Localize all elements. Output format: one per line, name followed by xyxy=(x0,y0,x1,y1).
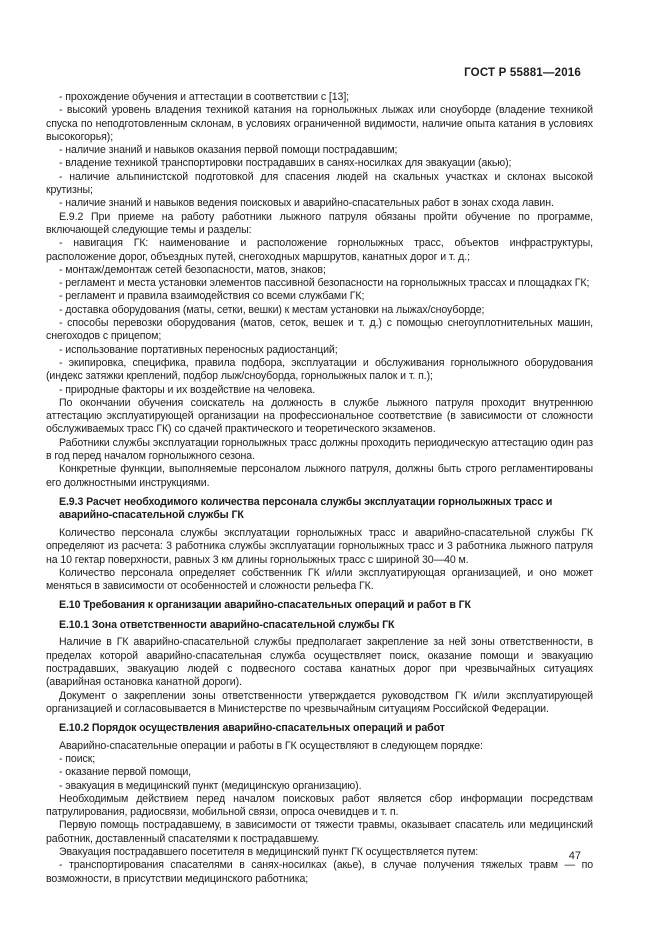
paragraph: Е.9.2 При приеме на работу работники лыжного патруля обязаны пройти обучение по программе, включающей следующие темы и разделы: xyxy=(46,210,593,236)
list-item: - природные факторы и их воздействие на человека. xyxy=(59,383,316,396)
paragraph: Эвакуация пострадавшего посетителя в медицинский пункт ГК осуществляется путем: xyxy=(59,846,479,859)
section-heading: Е.10.2 Порядок осуществления аварийно-спасательных операций и работ xyxy=(59,722,445,735)
paragraph: Количество персонала службы эксплуатации горнолыжных трасс и аварийно-спасательной службы ГК определяют из расчета: 3 работника службы эксплуатации горнолыжных трасс и 3 работника лыжного патруля на 10 гектар поверхности, равных 3 км длины горнолыжных трасс с шириной 30—40 м. xyxy=(46,526,593,566)
list-item: - регламент и правила взаимодействия со всеми службами ГК; xyxy=(59,290,365,303)
document-header-title: ГОСТ Р 55881—2016 xyxy=(464,67,581,79)
list-item: - высокий уровень владения техникой катания на горнолыжных лыжах или сноуборде (владение техникой спуска по неподготовленным склонам, в условиях ограниченной видимости, наличие опыта катания в условиях высокогорья); xyxy=(46,104,593,143)
paragraph: Наличие в ГК аварийно-спасательной службы предполагает закрепление за ней зоны ответственности, в пределах которой аварийно-спасательная служба осуществляет поиск, оказание помощи и эвакуацию пострадавших, эвакуацию людей с подвесного состава канатных дорог при чрезвычайных ситуациях (аварийная остановка канатной дороги). xyxy=(46,636,593,689)
paragraph: Документ о закреплении зоны ответственности утверждается руководством ГК и/или эксплуатирующей организацией и согласовывается в Министерстве по чрезвычайным ситуациям Российской Федерации. xyxy=(46,689,593,715)
list-item: - наличие альпинистской подготовкой для спасения людей на скальных участках и склонах высокой крутизны; xyxy=(46,170,593,197)
list-item: - использование портативных переносных радиостанций; xyxy=(59,343,338,356)
list-item: - поиск; xyxy=(59,752,96,765)
paragraph: Количество персонала определяет собственник ГК и/или эксплуатирующая организацией, и оно может меняться в зависимости от особенностей и сложности рельефа ГК. xyxy=(46,566,593,593)
list-item: - доставка оборудования (маты, сетки, вешки) к местам установки на лыжах/сноуборде; xyxy=(59,303,485,316)
paragraph: Конкретные функции, выполняемые персоналом лыжного патруля, должны быть строго регламентированы его должностными инструкциями. xyxy=(46,463,593,489)
paragraph: Необходимым действием перед началом поисковых работ является сбор информации посредствам патрулирования, радиосвязи, мобильной связи, опроса очевидцев и т. п. xyxy=(46,792,593,819)
list-item: - владение техникой транспортировки пострадавших в санях-носилках для эвакуации (акью); xyxy=(59,157,512,170)
paragraph: По окончании обучения соискатель на должность в службе лыжного патруля проходит внутреннюю аттестацию эксплуатирующей организации на профессиональное соответствие (в зависимости от сложности обслуживаемых трасс ГК) со сдачей практического и теоретического экзаменов. xyxy=(46,396,593,436)
section-heading: Е.10.1 Зона ответственности аварийно-спасательной службы ГК xyxy=(59,618,395,631)
document-body xyxy=(46,91,593,886)
list-item: - навигация ГК: наименование и расположение горнолыжных трасс, объектов инфраструктуры, расположение дорог, объездных путей, снегоходных маршрутов, канатных дорог и т. д.; xyxy=(46,237,593,263)
paragraph: Работники службы эксплуатации горнолыжных трасс должны проходить периодическую аттестацию один раз в год перед началом горнолыжного сезона. xyxy=(46,436,593,463)
paragraph: Аварийно-спасательные операции и работы в ГК осуществляют в следующем порядке: xyxy=(59,739,483,752)
list-item: - наличие знаний и навыков ведения поисковых и аварийно-спасательных работ в зонах схода лавин. xyxy=(59,197,554,210)
list-item: - наличие знаний и навыков оказания первой помощи пострадавшим; xyxy=(59,144,398,157)
page-number: 47 xyxy=(568,850,581,862)
list-item: - регламент и места установки элементов пассивной безопасности на горнолыжных трассах и площадках ГК; xyxy=(59,277,590,290)
section-heading: Е.9.3 Расчет необходимого количества персонала службы эксплуатации горнолыжных трасс и аварийно-спасательной службы ГК xyxy=(59,495,553,522)
section-heading: Е.10 Требования к организации аварийно-спасательных операций и работ в ГК xyxy=(59,599,471,612)
list-item: - оказание первой помощи, xyxy=(59,766,192,779)
paragraph: Первую помощь пострадавшему, в зависимости от тяжести травмы, оказывает спасатель или медицинский работник, доставленный спасателями к пострадавшему. xyxy=(46,819,593,845)
list-item: - экипировка, специфика, правила подбора, эксплуатации и обслуживания горнолыжного оборудования (индекс затяжки креплений, подбор лыж/сноуборда, горнолыжных палок и т. п.); xyxy=(46,356,593,383)
list-item: - транспортирования спасателями в санях-носилках (акье), в случае получения тяжелых травм — по возможности, в присутствии медицинского работника; xyxy=(46,859,593,885)
list-item: - эвакуация в медицинский пункт (медицинскую организацию). xyxy=(59,779,362,792)
list-item: - монтаж/демонтаж сетей безопасности, матов, знаков; xyxy=(59,263,326,276)
list-item: - способы перевозки оборудования (матов, сеток, вешек и т. д.) с помощью снегоуплотнительных машин, снегоходов с прицепом; xyxy=(46,317,593,343)
list-item: - прохождение обучения и аттестации в соответствии с [13]; xyxy=(59,91,350,103)
